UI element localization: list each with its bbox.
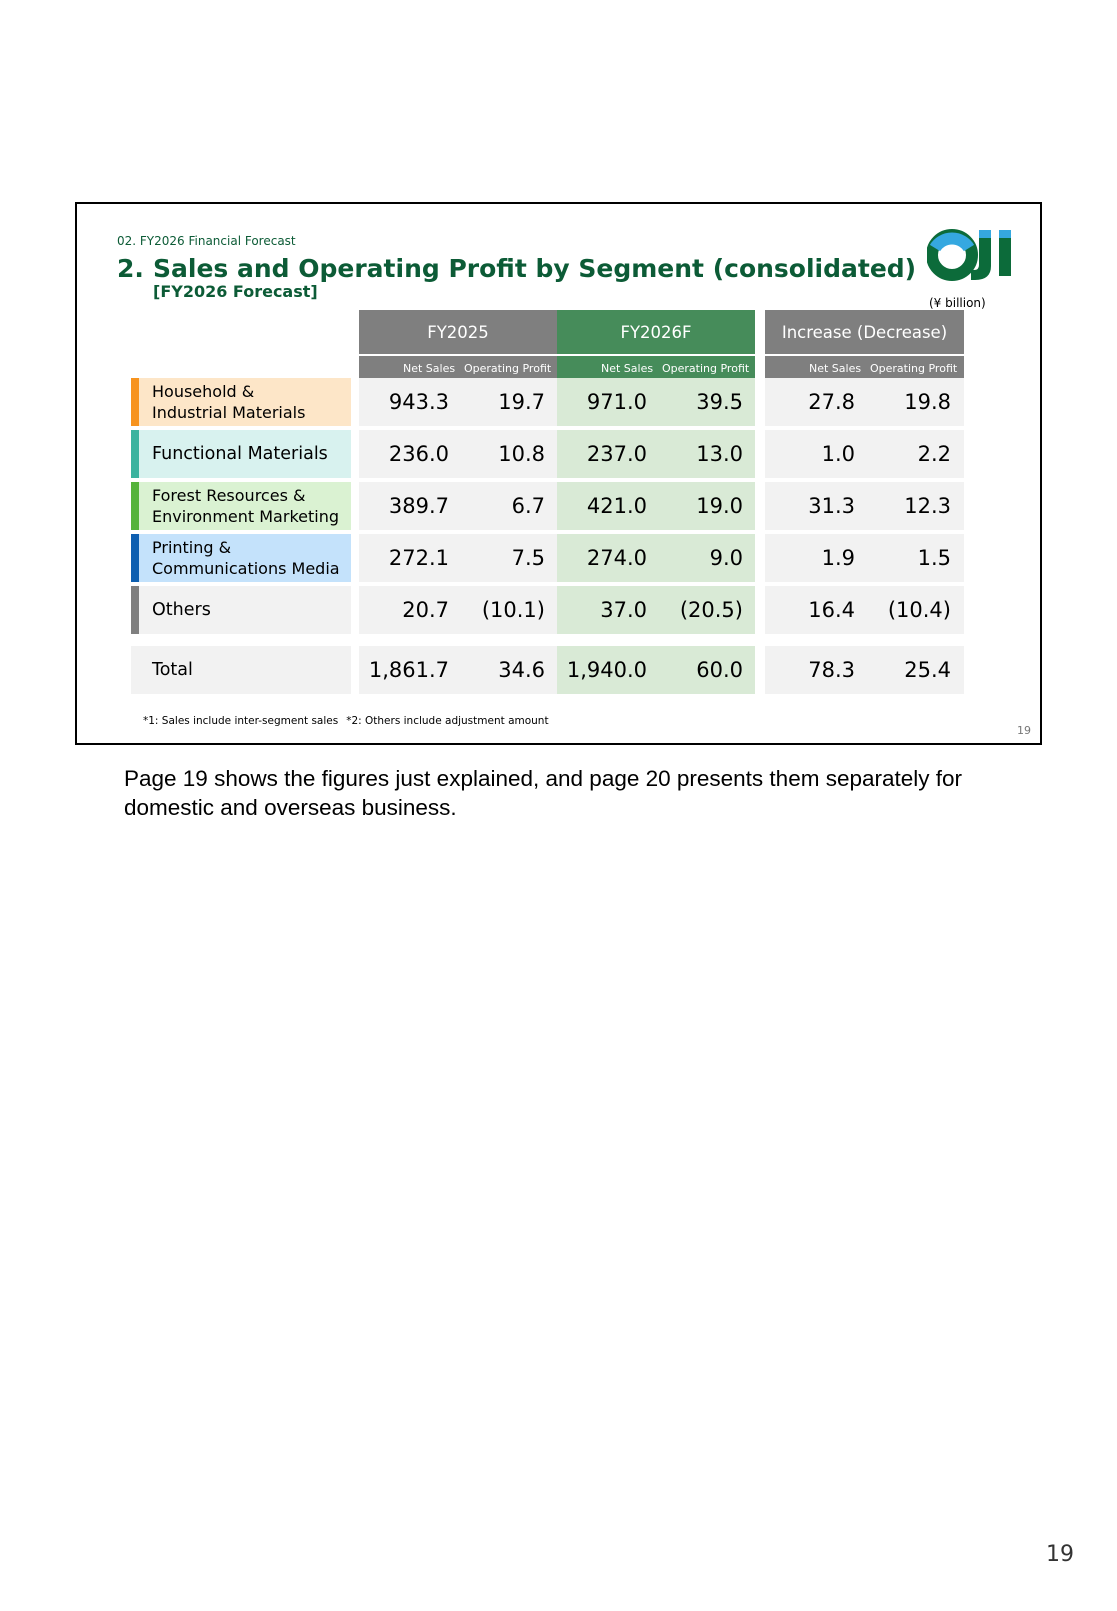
segment-color-bar (131, 430, 139, 478)
operating-profit-value: 39.5 (696, 390, 743, 414)
subheader-operating-profit: Operating Profit (662, 362, 750, 375)
operating-profit-value: 6.7 (511, 494, 545, 518)
value-block (557, 534, 755, 582)
segment-name: Others (152, 599, 211, 620)
value-block (765, 430, 964, 478)
narration-text: Page 19 shows the figures just explained, and page 20 presents them separately for domestic and overseas business. (124, 766, 963, 820)
title-text: Sales and Operating Profit by Segment (consolidated) (153, 254, 917, 283)
net-sales-value: 1.0 (821, 442, 855, 466)
net-sales-value: 16.4 (808, 598, 855, 622)
unit-label: (¥ billion) (929, 296, 986, 310)
slide (75, 202, 1042, 745)
net-sales-value: 27.8 (808, 390, 855, 414)
net-sales-value: 1.9 (821, 546, 855, 570)
value-block (765, 534, 964, 582)
net-sales-value: 1,861.7 (368, 658, 449, 682)
net-sales-value: 31.3 (808, 494, 855, 518)
segment-color-bar (131, 378, 139, 426)
subheader-net-sales: Net Sales (403, 362, 456, 375)
section-label: 02. FY2026 Financial Forecast (117, 234, 296, 248)
value-block (765, 586, 964, 634)
value-block (765, 378, 964, 426)
operating-profit-value: 19.0 (696, 494, 743, 518)
net-sales-value: 78.3 (808, 658, 855, 682)
net-sales-value: 236.0 (388, 442, 449, 466)
total-row-label (131, 646, 351, 694)
operating-profit-value: 25.4 (904, 658, 951, 682)
value-block (359, 378, 557, 426)
subheader-operating-profit: Operating Profit (464, 362, 552, 375)
operating-profit-value: (10.4) (887, 598, 951, 622)
value-block (557, 586, 755, 634)
net-sales-value: 20.7 (402, 598, 449, 622)
total-label: Total (152, 659, 193, 680)
segment-name: Printing & Communications Media (152, 538, 340, 578)
net-sales-value: 274.0 (586, 546, 647, 570)
value-block (557, 378, 755, 426)
net-sales-value: 1,940.0 (566, 658, 647, 682)
slide-page-number: 19 (1017, 724, 1031, 737)
segment-name: Forest Resources & Environment Marketing (152, 486, 339, 526)
net-sales-value: 971.0 (586, 390, 647, 414)
value-block (765, 482, 964, 530)
operating-profit-value: 2.2 (917, 442, 951, 466)
oji-logo (927, 228, 1027, 282)
operating-profit-value: 10.8 (498, 442, 545, 466)
segment-row-label (131, 586, 351, 634)
net-sales-value: 37.0 (600, 598, 647, 622)
value-block (557, 482, 755, 530)
operating-profit-value: (10.1) (481, 598, 545, 622)
value-block (359, 586, 557, 634)
title-number: 2. (117, 254, 144, 283)
net-sales-value: 272.1 (388, 546, 449, 570)
operating-profit-value: 9.0 (709, 546, 743, 570)
value-block (557, 430, 755, 478)
total-value-block (557, 646, 755, 694)
net-sales-value: 237.0 (586, 442, 647, 466)
subheader-increase (765, 356, 964, 380)
segment-color-bar (131, 586, 139, 634)
subheader-net-sales: Net Sales (809, 362, 862, 375)
operating-profit-value: 7.5 (511, 546, 545, 570)
value-block (359, 430, 557, 478)
segment-name: Functional Materials (152, 443, 328, 464)
slide-title (117, 254, 916, 283)
header-increase: Increase (Decrease) (765, 310, 964, 354)
footnote-2: *2: Others include adjustment amount (346, 715, 549, 727)
operating-profit-value: (20.5) (679, 598, 743, 622)
operating-profit-value: 60.0 (696, 658, 743, 682)
value-block (359, 534, 557, 582)
total-value-block (359, 646, 557, 694)
net-sales-value: 943.3 (388, 390, 449, 414)
subheader-fy2025 (359, 356, 557, 380)
net-sales-value: 421.0 (586, 494, 647, 518)
segment-color-bar (131, 482, 139, 530)
subheader-operating-profit: Operating Profit (870, 362, 958, 375)
segment-color-bar (131, 534, 139, 582)
net-sales-value: 389.7 (388, 494, 449, 518)
subheader-fy2026f (557, 356, 755, 380)
slide-subtitle: [FY2026 Forecast] (153, 282, 318, 301)
segment-row-label (131, 378, 351, 426)
total-value-block (765, 646, 964, 694)
footnotes (143, 715, 557, 727)
segment-name: Household & Industrial Materials (152, 382, 306, 422)
value-block (359, 482, 557, 530)
subheader-net-sales: Net Sales (601, 362, 654, 375)
operating-profit-value: 12.3 (904, 494, 951, 518)
header-fy2026f: FY2026F (557, 310, 755, 354)
segment-row-label (131, 430, 351, 478)
operating-profit-value: 34.6 (498, 658, 545, 682)
operating-profit-value: 19.8 (904, 390, 951, 414)
footnote-1: *1: Sales include inter-segment sales (143, 715, 339, 727)
operating-profit-value: 13.0 (696, 442, 743, 466)
page-number: 19 (1046, 1542, 1074, 1567)
header-fy2025: FY2025 (359, 310, 557, 354)
segment-row-label (131, 534, 351, 582)
operating-profit-value: 19.7 (498, 390, 545, 414)
segment-row-label (131, 482, 351, 530)
operating-profit-value: 1.5 (917, 546, 951, 570)
